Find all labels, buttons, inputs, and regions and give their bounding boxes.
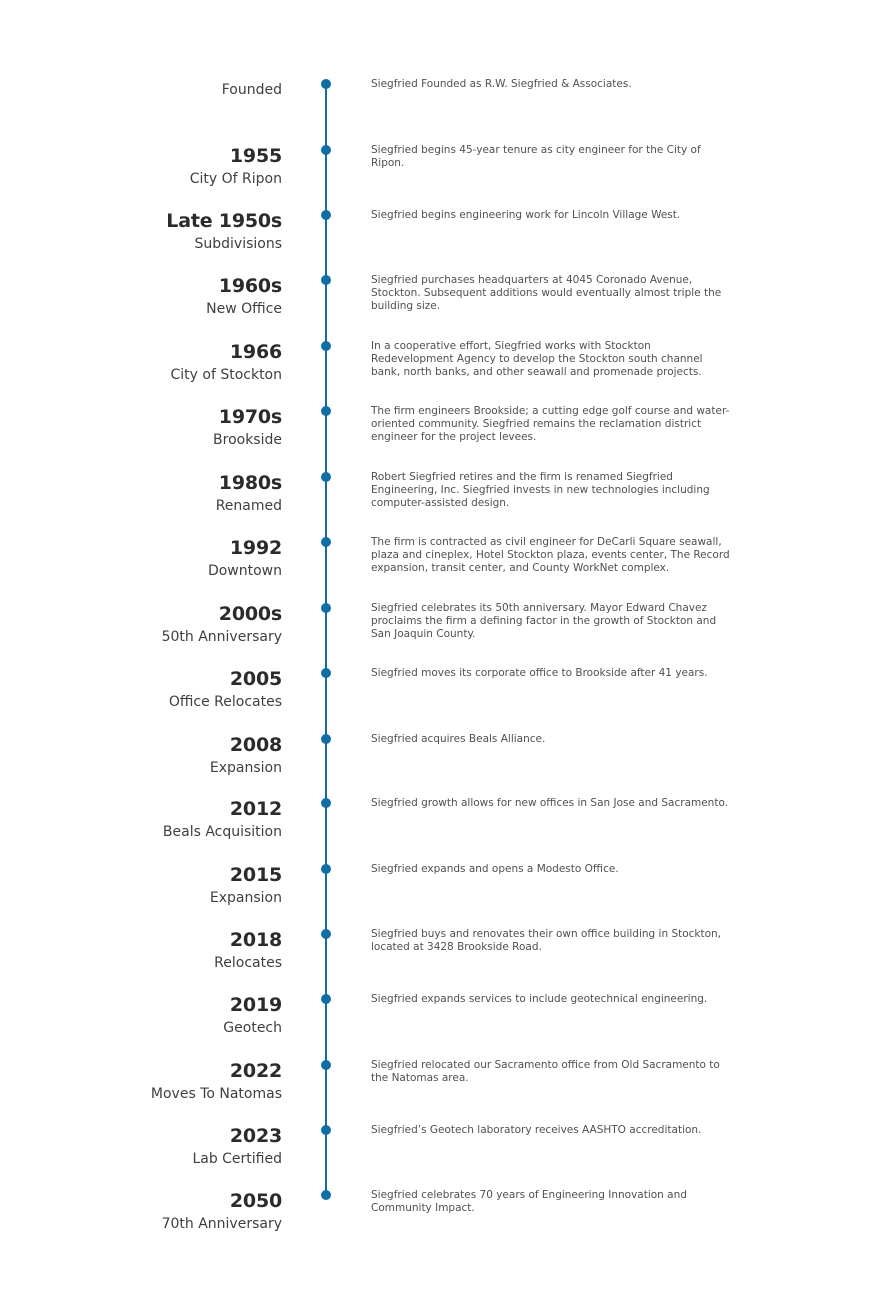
entry-heading: [169, 668, 282, 712]
timeline-dot-icon: [321, 1125, 331, 1135]
entry-label: Expansion: [209, 760, 282, 776]
timeline-dot-icon: [321, 210, 331, 220]
timeline-dot-icon: [321, 929, 331, 939]
timeline-entry: [0, 994, 886, 1054]
entry-label: Moves To Natomas: [150, 1086, 282, 1102]
entry-label: 70th Anniversary: [161, 1216, 282, 1232]
entry-description: Siegfried moves its corporate office to Brookside after 41 years.: [371, 667, 708, 679]
entry-label: Founded: [221, 82, 282, 98]
entry-year: 2012: [229, 798, 282, 820]
timeline-entry: [0, 1060, 886, 1120]
timeline-entry: [0, 1125, 886, 1185]
entry-description: Siegfried celebrates 70 years of Engineering Innovation and Community Impact.: [371, 1189, 687, 1214]
entry-heading: [223, 994, 282, 1038]
entry-description: Siegfried purchases headquarters at 4045 Coronado Avenue, Stockton. Subsequent additions would eventually almost triple the building size.: [371, 274, 722, 312]
entry-year: 2022: [229, 1060, 282, 1082]
entry-year: 1970s: [218, 406, 282, 428]
timeline-dot-icon: [321, 145, 331, 155]
timeline-dot-icon: [321, 472, 331, 482]
entry-heading: [166, 210, 282, 254]
entry-label: Brookside: [213, 432, 282, 448]
timeline-entry: [0, 341, 886, 401]
entry-year: 2023: [229, 1125, 282, 1147]
timeline-dot-icon: [321, 406, 331, 416]
timeline-dot-icon: [321, 275, 331, 285]
entry-heading: [210, 734, 282, 778]
entry-label: Lab Certified: [192, 1151, 282, 1167]
entry-heading: [192, 1125, 282, 1169]
entry-year: Late 1950s: [166, 210, 282, 232]
entry-heading: [190, 145, 282, 189]
entry-heading: [213, 406, 282, 450]
timeline-dot-icon: [321, 341, 331, 351]
entry-heading: [162, 603, 282, 647]
timeline-entry: [0, 798, 886, 858]
entry-label: 50th Anniversary: [161, 629, 282, 645]
entry-heading: [222, 80, 282, 100]
timeline-entry: [0, 79, 886, 139]
timeline-entry: [0, 1190, 886, 1250]
entry-label: City of Stockton: [170, 367, 282, 383]
timeline-entry: [0, 472, 886, 532]
timeline-entry: [0, 668, 886, 728]
entry-description: Siegfried Founded as R.W. Siegfried & Associates.: [371, 78, 632, 90]
timeline-dot-icon: [321, 994, 331, 1004]
entry-heading: [216, 472, 282, 516]
timeline-dot-icon: [321, 864, 331, 874]
entry-year: 2050: [229, 1190, 282, 1212]
entry-year: 2018: [229, 929, 282, 951]
timeline-dot-icon: [321, 1060, 331, 1070]
entry-label: Relocates: [214, 955, 282, 971]
entry-year: 1966: [229, 341, 282, 363]
timeline-dot-icon: [321, 668, 331, 678]
timeline-entry: [0, 929, 886, 989]
entry-year: 1955: [229, 145, 282, 167]
entry-description: Siegfried begins 45-year tenure as city engineer for the City of Ripon.: [371, 144, 701, 169]
entry-description: Siegfried expands and opens a Modesto Office.: [371, 863, 619, 875]
entry-label: Office Relocates: [168, 694, 282, 710]
entry-heading: [162, 1190, 282, 1234]
entry-year: 2015: [229, 864, 282, 886]
entry-description: Siegfried relocated our Sacramento office from Old Sacramento to the Natomas area.: [371, 1059, 720, 1084]
entry-label: City Of Ripon: [189, 171, 282, 187]
entry-description: Siegfried celebrates its 50th anniversary. Mayor Edward Chavez proclaims the firm a defining factor in the growth of Stockton and San Joaquin County.: [371, 602, 717, 640]
entry-description: Siegfried’s Geotech laboratory receives AASHTO accreditation.: [371, 1124, 702, 1136]
timeline-entry: [0, 275, 886, 335]
entry-description: Robert Siegfried retires and the firm is renamed Siegfried Engineering, Inc. Siegfried invests in new technologies including computer-assisted design.: [371, 471, 710, 509]
timeline-entry: [0, 864, 886, 924]
entry-description: The firm is contracted as civil engineer for DeCarli Square seawall, plaza and cineplex, Hotel Stockton plaza, events center, The Record expansion, transit center, and County WorkNet complex.: [371, 536, 730, 574]
entry-label: Renamed: [215, 498, 282, 514]
timeline-dot-icon: [321, 798, 331, 808]
entry-description: Siegfried buys and renovates their own office building in Stockton, located at 3428 Brookside Road.: [371, 928, 722, 953]
entry-description: In a cooperative effort, Siegfried works with Stockton Redevelopment Agency to develop the Stockton south channel bank, north banks, and other seawall and promenade projects.: [371, 340, 703, 378]
entry-heading: [151, 1060, 282, 1104]
timeline-dot-icon: [321, 537, 331, 547]
entry-heading: [206, 275, 282, 319]
entry-heading: [208, 537, 282, 581]
entry-year: 1980s: [218, 472, 282, 494]
entry-label: Subdivisions: [194, 236, 282, 252]
entry-heading: [214, 929, 282, 973]
entry-label: Beals Acquisition: [162, 824, 282, 840]
entry-description: Siegfried growth allows for new offices in San Jose and Sacramento.: [371, 797, 729, 809]
entry-description: Siegfried acquires Beals Alliance.: [371, 733, 546, 745]
timeline-dot-icon: [321, 734, 331, 744]
entry-heading: [163, 798, 282, 842]
entry-heading: [170, 341, 282, 385]
timeline-entry: [0, 537, 886, 597]
timeline-dot-icon: [321, 79, 331, 89]
timeline-entry: [0, 406, 886, 466]
timeline-entry: [0, 603, 886, 663]
entry-year: 1960s: [218, 275, 282, 297]
entry-year: 2005: [229, 668, 282, 690]
entry-year: 2000s: [218, 603, 282, 625]
timeline-dot-icon: [321, 1190, 331, 1200]
entry-description: Siegfried expands services to include geotechnical engineering.: [371, 993, 708, 1005]
entry-year: 2019: [229, 994, 282, 1016]
entry-year: 2008: [229, 734, 282, 756]
entry-label: Downtown: [207, 563, 282, 579]
entry-label: New Office: [206, 301, 282, 317]
timeline-entry: [0, 145, 886, 205]
entry-description: The firm engineers Brookside; a cutting edge golf course and water-oriented community. Siegfried remains the reclamation district engineer for the project levees.: [371, 405, 730, 443]
entry-label: Geotech: [223, 1020, 282, 1036]
entry-year: 1992: [229, 537, 282, 559]
entry-label: Expansion: [209, 890, 282, 906]
entry-heading: [210, 864, 282, 908]
timeline-dot-icon: [321, 603, 331, 613]
entry-description: Siegfried begins engineering work for Lincoln Village West.: [371, 209, 681, 221]
timeline-entry: [0, 734, 886, 794]
timeline-entry: [0, 210, 886, 270]
